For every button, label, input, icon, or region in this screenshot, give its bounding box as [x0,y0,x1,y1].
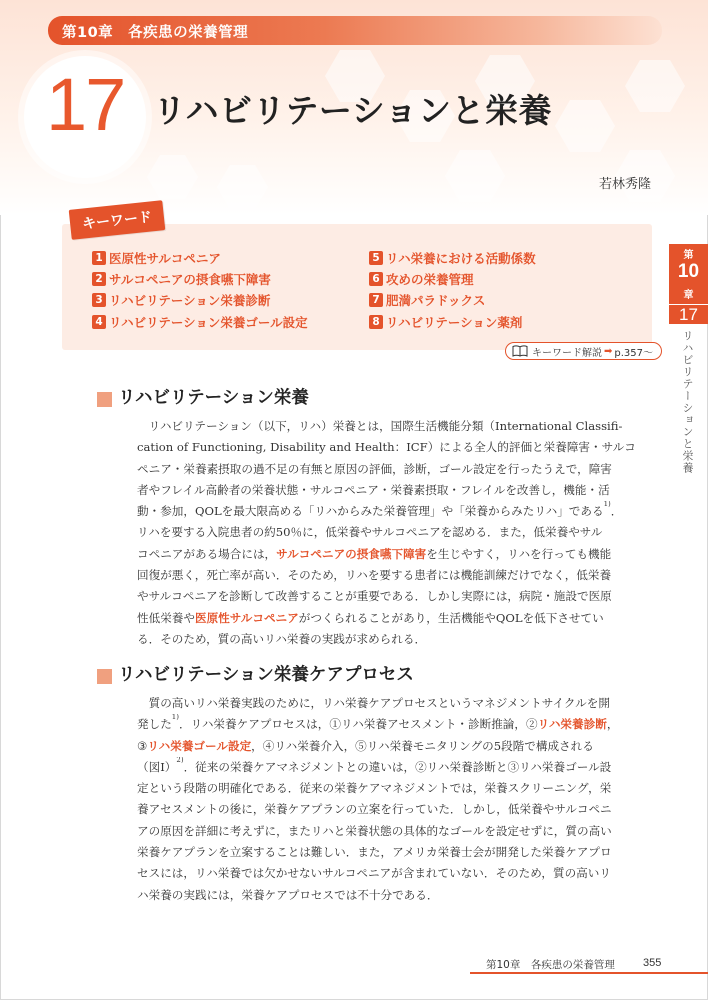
section-heading-1: リハビリテーション栄養 [118,388,309,408]
body-text: ペニア・栄養素摂取の過不足の有無と原因の評価，診断，ゴール設定を行ったうえで，障害 [137,461,612,476]
body-line [137,714,637,735]
body-line [137,693,637,714]
keyword-number: 1 [92,251,106,265]
body-text: ，④リハ栄養介入，⑤リハ栄養モニタリングの5段階で構成される [251,738,594,753]
body-line [137,437,637,458]
body-text: 質の高いリハ栄養実践のために，リハ栄養ケアプロセスというマネジメントサイクルを開 [137,696,610,710]
highlighted-keyword: リハ栄養診断 [537,717,607,732]
arrow-right-icon: ➡ [604,345,613,357]
body-text: ハ栄養の実践には，栄養ケアプロセスでは不十分である． [137,887,439,902]
heading-marker [97,392,112,407]
section-1-body [137,416,637,650]
keyword-item-2 [92,270,271,288]
body-text: コペニアがある場合には， [137,546,277,561]
keyword-number: 3 [92,293,106,307]
body-text: を生じやすく，リハを行っても機能 [426,546,612,561]
body-line [137,863,637,884]
body-text: セスには，リハ栄養では欠かせないサルコペニアが含まれていない．そのため，質の高いリ [137,866,611,881]
body-line [137,544,637,565]
body-text: ． [610,504,623,519]
keyword-label: 攻めの栄養管理 [386,272,474,287]
body-text: リハビリテーション（以下，リハ）栄養とは，国際生活機能分類（International Classifi- [137,419,623,433]
side-tab-section-number: 17 [669,304,708,324]
body-line [137,608,637,629]
citation-reference: 1) [603,501,611,509]
side-tab-section-label: リハビリテーションと栄養 [681,330,694,474]
body-line [137,480,637,501]
keyword-label: リハビリテーション栄養ゴール設定 [109,315,308,330]
keyword-number: 4 [92,315,106,329]
body-line [137,778,637,799]
body-text: 養アセスメントの後に，栄養ケアプランの立案を行っていた．しかし，低栄養やサルコペニ [137,802,612,817]
keyword-label: リハビリテーション薬剤 [386,315,523,330]
body-text: 定という段階の明確化である．従来の栄養ケアマネジメントでは，栄養スクリーニング，栄 [137,781,612,796]
citation-reference: 1) [171,714,179,722]
highlighted-keyword: サルコペニアの摂食嚥下障害 [276,546,427,561]
footer-rule [470,972,708,974]
keyword-number: 6 [369,272,383,286]
body-line [137,885,637,906]
keyword-item-7 [369,291,485,309]
keyword-label: リハ栄養における活動係数 [386,251,536,266]
keyword-label: サルコペニアの摂食嚥下障害 [109,272,271,287]
keyword-number: 7 [369,293,383,307]
citation-reference: 2) [176,756,184,764]
body-text: ．リハ栄養ケアプロセスは，①リハ栄養アセスメント・診断推論，② [178,717,538,732]
body-line [137,799,637,820]
body-text: 回復が悪く，死亡率が高い．そのため，リハを要する患者には機能訓練だけでなく，低栄養 [137,568,612,583]
body-line [137,757,637,778]
body-line [137,821,637,842]
keyword-number: 8 [369,315,383,329]
body-text: アの原因を詳細に考えずに，またリハと栄養状態の具体的なゴールを設定せずに，質の高い [137,823,612,838]
footer-chapter: 第10章 各疾患の栄養管理 [486,959,615,971]
side-tab-chapter-prefix: 第 [683,250,694,261]
keyword-item-4 [92,313,308,331]
body-text: cation of Functioning, Disability and Health：ICF）による全人的評価と栄養障害・サルコ [137,440,636,455]
keyword-label: 肥満パラドックス [386,293,486,308]
keyword-number: 2 [92,272,106,286]
keyword-reference-link[interactable] [505,342,662,360]
body-text: やサルコペニアを診断して改善することが重要である．しかし実際には，病院・施設で医原 [137,589,612,604]
body-text: 栄養ケアプランを立案することは難しい．また，アメリカ栄養士会が開発した栄養ケアプロ [137,845,612,860]
body-line [137,842,637,863]
body-text: （図Ⅰ） [137,759,177,774]
body-line [137,522,637,543]
body-line [137,586,637,607]
keyword-item-6 [369,270,474,288]
keyword-item-8 [369,313,522,331]
heading-marker [97,669,112,684]
book-icon [512,345,528,357]
keyword-label: リハビリテーション栄養診断 [109,293,271,308]
body-text: リハを要する入院患者の約50％に，低栄養やサルコペニアを認める．また，低栄養やサル [137,525,603,540]
body-text: ， [606,717,619,732]
body-text: 性低栄養や [137,610,195,625]
body-line [137,736,637,757]
keyword-label: 医原性サルコペニア [109,251,221,266]
keyword-badge-label: キーワード [81,209,153,233]
body-line [137,629,637,650]
body-text: 動・参加，QOLを最大限高める「リハからみた栄養管理」や「栄養からみたリハ」である [137,504,604,519]
section-heading-2: リハビリテーション栄養ケアプロセス [118,665,414,685]
body-line [137,416,637,437]
author-name: 若林秀隆 [598,177,651,192]
keyword-item-5 [369,249,536,267]
body-line [137,565,637,586]
page-title: リハビリテーションと栄養 [153,91,553,130]
body-line [137,501,637,522]
keyword-reference-page: p.357〜 [614,347,654,359]
keyword-number: 5 [369,251,383,265]
keyword-reference-label: キーワード解説 [532,347,602,359]
body-line [137,459,637,480]
body-text: 発した [137,717,172,732]
page-number: 355 [643,957,662,969]
keyword-item-1 [92,249,221,267]
body-text: がつくられることがあり，生活機能やQOLを低下させてい [298,610,604,625]
side-tab-chapter-number: 10 [677,261,700,282]
highlighted-keyword: リハ栄養ゴール設定 [147,738,252,753]
side-tab-chapter-suffix: 章 [683,290,694,301]
highlighted-keyword: 医原性サルコペニア [194,610,299,625]
section-2-body [137,693,637,906]
body-text: 者やフレイル高齢者の栄養状態・サルコペニア・栄養素摂取・フレイルを改善し，機能・活 [137,482,610,497]
body-text: る．そのため，質の高いリハ栄養の実践が求められる． [137,631,427,646]
body-text: ．従来の栄養ケアマネジメントとの違いは，②リハ栄養診断と③リハ栄養ゴール設 [183,759,612,774]
keyword-item-3 [92,291,270,309]
section-number: 17 [46,63,125,146]
body-text: ③ [137,738,148,753]
chapter-label: 第10章 各疾患の栄養管理 [62,25,249,41]
